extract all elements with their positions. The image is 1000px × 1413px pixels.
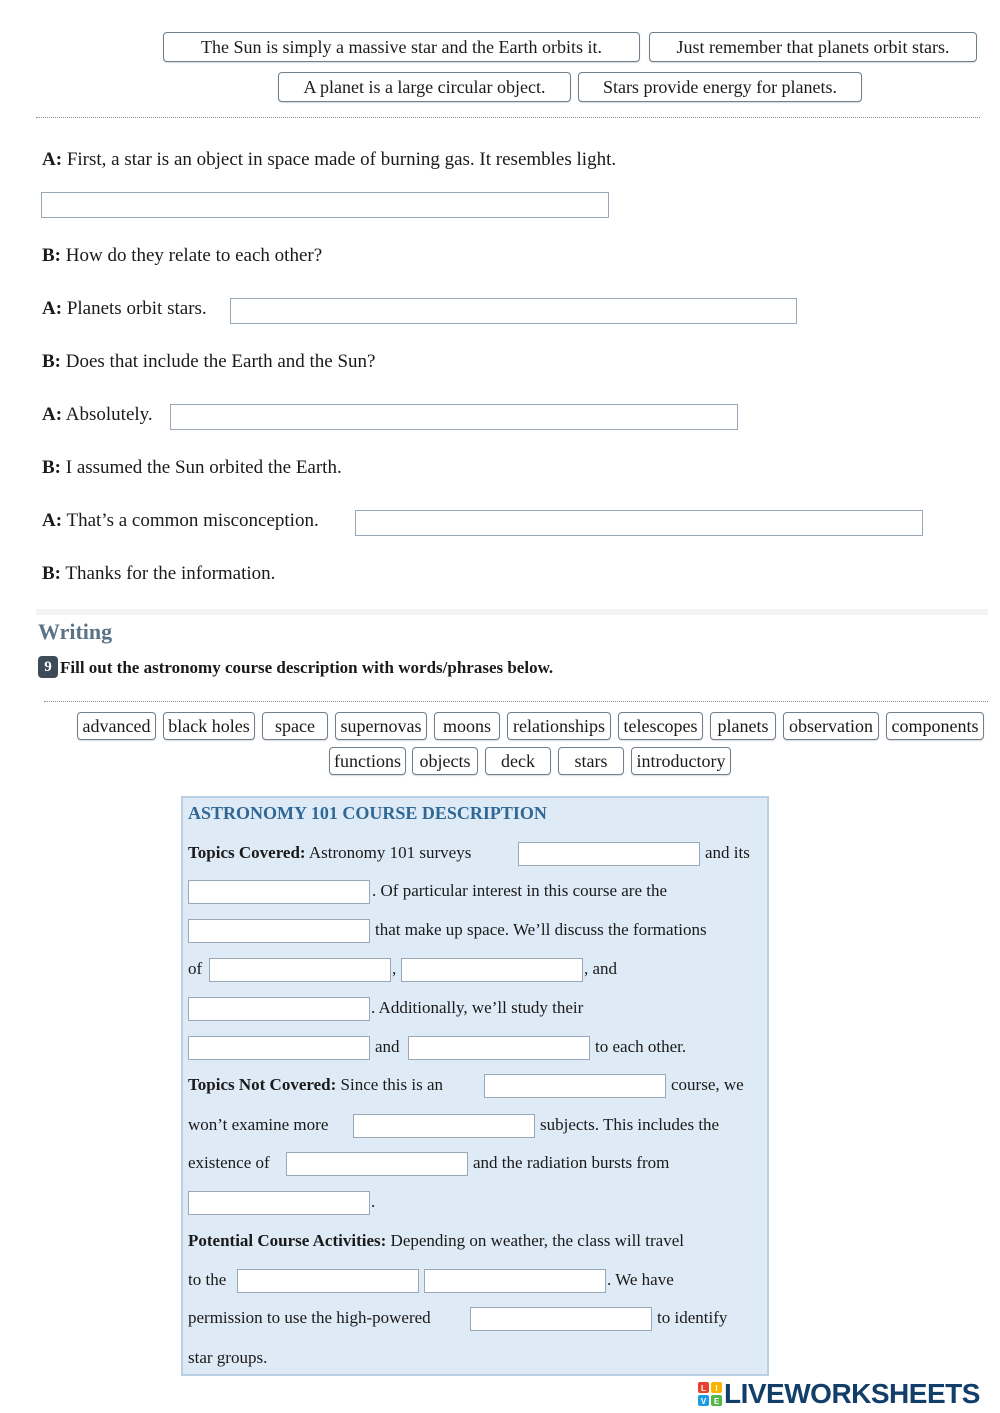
word-chip-supernovas[interactable]: supernovas — [335, 712, 427, 740]
liveworksheets-logo — [698, 1378, 980, 1410]
text-fragment: . Additionally, we’ll study their — [371, 998, 584, 1017]
speaker-label: B: — [42, 245, 61, 266]
text-fragment: and the radiation bursts from — [473, 1153, 670, 1172]
course-input-14[interactable] — [424, 1269, 606, 1293]
topics-not-covered-label: Topics Not Covered: — [188, 1075, 337, 1094]
text-fragment: that make up space. We’ll discuss the formations — [375, 920, 707, 939]
svg-text:E: E — [713, 1397, 720, 1406]
dialogue-line-8 — [42, 563, 275, 585]
dialogue-text: Thanks for the information. — [65, 563, 276, 584]
text-fragment: , — [392, 959, 397, 978]
dialogue-line-4 — [42, 351, 375, 373]
word-chip-black-holes[interactable]: black holes — [163, 712, 255, 740]
course-input-4[interactable] — [209, 958, 391, 982]
speaker-label: A: — [42, 404, 63, 425]
dialogue-text: Absolutely. — [65, 404, 153, 425]
text-fragment: Astronomy 101 surveys — [308, 843, 472, 862]
svg-text:V: V — [700, 1397, 707, 1406]
dialogue-text: Does that include the Earth and the Sun? — [65, 351, 376, 372]
word-chip-telescopes[interactable]: telescopes — [618, 712, 703, 740]
course-input-12[interactable] — [188, 1191, 370, 1215]
text-line — [188, 1075, 443, 1095]
text-fragment: . — [371, 1192, 376, 1211]
course-input-13[interactable] — [237, 1269, 419, 1293]
word-chip-space[interactable]: space — [262, 712, 328, 740]
course-input-1[interactable] — [518, 842, 700, 866]
exercise-number: 9 — [38, 656, 58, 678]
option-chip-2[interactable]: Just remember that planets orbit stars. — [649, 32, 977, 62]
divider — [36, 117, 980, 118]
logo-text: LIVEWORKSHEETS — [724, 1378, 980, 1409]
answer-input-2[interactable] — [230, 298, 797, 324]
text-line — [188, 843, 471, 863]
text-fragment: . We have — [607, 1270, 674, 1289]
course-title: ASTRONOMY 101 COURSE DESCRIPTION — [188, 803, 547, 823]
word-chip-objects[interactable]: objects — [412, 747, 478, 775]
liveworksheets-logo-icon — [698, 1382, 722, 1406]
dialogue-line-5 — [42, 404, 153, 426]
answer-input-4[interactable] — [355, 510, 923, 536]
text-fragment: to identify — [657, 1308, 728, 1327]
divider — [44, 701, 988, 702]
text-line — [188, 1231, 684, 1251]
speaker-label: A: — [42, 149, 63, 170]
writing-heading: Writing — [38, 619, 113, 644]
text-fragment: permission to use the high-powered — [188, 1308, 431, 1327]
text-fragment: to each other. — [595, 1037, 687, 1056]
dialogue-text: That’s a common misconception. — [66, 510, 319, 531]
answer-input-3[interactable] — [170, 404, 738, 430]
text-fragment: Depending on weather, the class will travel — [390, 1231, 684, 1250]
option-chip-1[interactable]: The Sun is simply a massive star and the Earth orbits it. — [163, 32, 640, 62]
course-input-5[interactable] — [401, 958, 583, 982]
speaker-label: B: — [42, 351, 61, 372]
text-fragment: existence of — [188, 1153, 270, 1172]
speaker-label: B: — [42, 457, 61, 478]
course-input-3[interactable] — [188, 919, 370, 943]
course-input-2[interactable] — [188, 880, 370, 904]
text-fragment: . Of particular interest in this course are the — [372, 881, 668, 900]
text-fragment: to the — [188, 1270, 227, 1289]
text-fragment: of — [188, 959, 203, 978]
word-chip-planets[interactable]: planets — [710, 712, 776, 740]
course-input-6[interactable] — [188, 997, 370, 1021]
word-chip-components[interactable]: components — [886, 712, 984, 740]
word-chip-stars[interactable]: stars — [558, 747, 624, 775]
word-chip-advanced[interactable]: advanced — [77, 712, 156, 740]
option-chip-4[interactable]: Stars provide energy for planets. — [578, 72, 862, 102]
text-fragment: and — [375, 1037, 400, 1056]
dialogue-text: I assumed the Sun orbited the Earth. — [65, 457, 342, 478]
speaker-label: A: — [42, 510, 63, 531]
course-input-7[interactable] — [188, 1036, 370, 1060]
option-chip-3[interactable]: A planet is a large circular object. — [278, 72, 571, 102]
text-fragment: , and — [584, 959, 618, 978]
answer-input-1[interactable] — [41, 192, 609, 218]
exercise-instruction: Fill out the astronomy course description with words/phrases below. — [60, 658, 554, 677]
text-fragment: Since this is an — [340, 1075, 443, 1094]
dialogue-line-2 — [42, 245, 322, 267]
course-input-8[interactable] — [408, 1036, 590, 1060]
course-input-10[interactable] — [353, 1114, 535, 1138]
text-fragment: and its — [705, 843, 750, 862]
text-fragment: subjects. This includes the — [540, 1115, 720, 1134]
dialogue-text: Planets orbit stars. — [66, 298, 207, 319]
word-chip-observation[interactable]: observation — [783, 712, 879, 740]
word-chip-moons[interactable]: moons — [434, 712, 500, 740]
activities-label: Potential Course Activities: — [188, 1231, 387, 1250]
speaker-label: B: — [42, 563, 61, 584]
topics-covered-label: Topics Covered: — [188, 843, 306, 862]
dialogue-text: First, a star is an object in space made of burning gas. It resembles light. — [66, 149, 617, 170]
text-fragment: course, we — [671, 1075, 744, 1094]
course-input-9[interactable] — [484, 1074, 666, 1098]
word-chip-relationships[interactable]: relationships — [507, 712, 611, 740]
course-input-11[interactable] — [286, 1152, 468, 1176]
svg-text:L: L — [701, 1384, 706, 1393]
dialogue-text: How do they relate to each other? — [65, 245, 323, 266]
word-chip-functions[interactable]: functions — [329, 747, 406, 775]
text-fragment: star groups. — [188, 1348, 268, 1367]
dialogue-line-1 — [42, 149, 616, 171]
course-input-15[interactable] — [470, 1307, 652, 1331]
dialogue-line-7 — [42, 510, 319, 532]
section-divider — [36, 609, 988, 615]
svg-text:I: I — [715, 1384, 718, 1393]
dialogue-line-6 — [42, 457, 342, 479]
word-chip-introductory[interactable]: introductory — [631, 747, 731, 775]
word-chip-deck[interactable]: deck — [485, 747, 551, 775]
text-fragment: won’t examine more — [188, 1115, 329, 1134]
dialogue-line-3 — [42, 298, 207, 320]
speaker-label: A: — [42, 298, 63, 319]
